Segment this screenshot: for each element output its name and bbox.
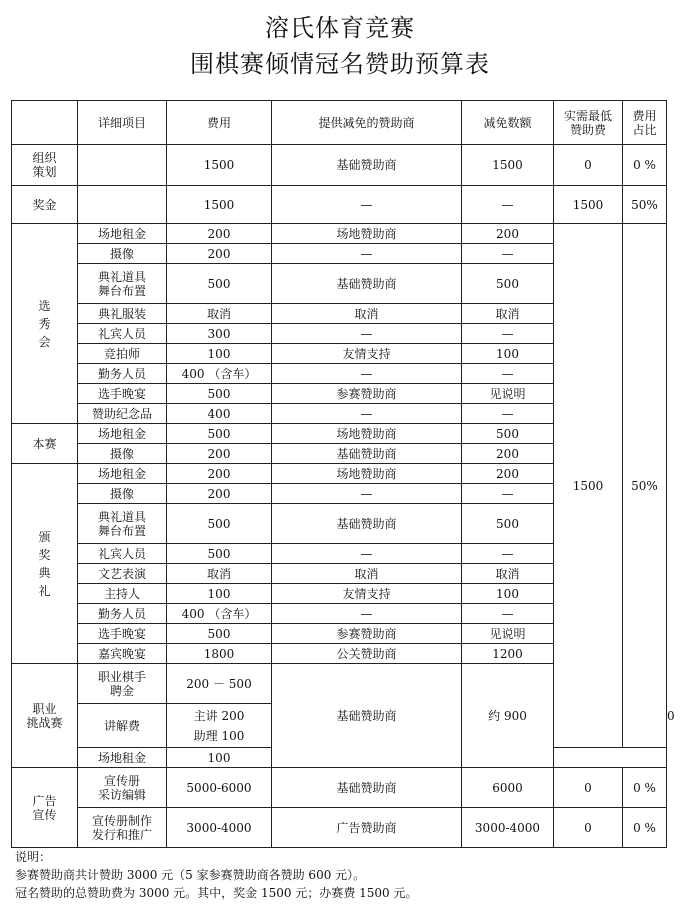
item-cell: 场地租金 [78, 224, 167, 244]
item-cell [78, 664, 167, 704]
table-row-ads [12, 768, 667, 808]
sponsor-cell: 基础赞助商 [272, 664, 462, 768]
cost-cell: 取消 [167, 304, 272, 324]
cost-line1: 主讲 200 [193, 708, 245, 723]
notes-line: 参赛赞助商共计赞助 3000 元（5 家参赛赞助商各赞助 600 元）。 [15, 868, 366, 882]
sponsor-cell: — [272, 544, 462, 564]
item-line2: 舞台布置 [97, 523, 146, 538]
sponsor-cell: 取消 [272, 564, 462, 584]
category-ceremony-char: 颁 [38, 529, 51, 544]
cost-cell: 取消 [167, 564, 272, 584]
item-cell [78, 768, 167, 808]
item-cell [78, 264, 167, 304]
header-percentage [623, 101, 667, 145]
pct-cell: 0 % [623, 808, 667, 848]
reduction-cell: 500 [462, 264, 554, 304]
header-pct-line2: 占比 [632, 122, 657, 137]
header-reduction: 减免数额 [462, 101, 554, 145]
item-cell: 赞助纪念品 [78, 404, 167, 424]
sponsor-cell: 场地赞助商 [272, 224, 462, 244]
table-row-ads [12, 808, 667, 848]
item-cell: 选手晚宴 [78, 624, 167, 644]
cost-cell: 100 [167, 748, 272, 768]
reduction-cell: 1500 [462, 145, 554, 186]
cost-cell: 200 [167, 464, 272, 484]
header-min-line1: 实需最低 [563, 108, 612, 123]
cost-cell: 1800 [167, 644, 272, 664]
cost-line2: 助理 100 [193, 728, 245, 743]
cost-cell: 500 [167, 504, 272, 544]
category-org-line2: 策划 [32, 165, 57, 179]
reduction-cell: 100 [462, 584, 554, 604]
item-cell [78, 145, 167, 186]
cost-cell: 200 [167, 244, 272, 264]
item-cell: 摄像 [78, 484, 167, 504]
budget-table [11, 100, 675, 848]
sponsor-cell: 参赛赞助商 [272, 624, 462, 644]
reduction-cell: 200 [462, 224, 554, 244]
reduction-cell: — [462, 364, 554, 384]
header-min-sponsorship [554, 101, 623, 145]
document-title: 溶氏体育竞赛 [265, 14, 415, 42]
header-sponsor: 提供减免的赞助商 [272, 101, 462, 145]
category-draft-char: 会 [38, 334, 51, 349]
item-line1: 典礼道具 [97, 269, 146, 284]
item-cell: 礼宾人员 [78, 544, 167, 564]
item-cell: 竞拍师 [78, 344, 167, 364]
notes-heading: 说明： [15, 850, 52, 864]
category-ceremony-char: 典 [38, 565, 51, 580]
sponsor-cell: — [272, 324, 462, 344]
cost-cell: 500 [167, 384, 272, 404]
cost-cell: 200 [167, 444, 272, 464]
header-category [12, 101, 78, 145]
cost-cell: 100 [167, 584, 272, 604]
cost-cell: 400 （含车） [167, 604, 272, 624]
sponsor-cell: — [272, 604, 462, 624]
reduction-cell: 200 [462, 444, 554, 464]
reduction-cell: — [462, 544, 554, 564]
reduction-cell: 1200 [462, 644, 554, 664]
category-ceremony-char: 礼 [38, 583, 51, 598]
table-row-prize [12, 186, 667, 224]
cost-cell: 100 [167, 344, 272, 364]
document-subtitle: 围棋赛倾情冠名赞助预算表 [190, 50, 490, 78]
item-line2: 舞台布置 [97, 283, 146, 298]
sponsor-cell: 基础赞助商 [272, 264, 462, 304]
cost-cell: 3000-4000 [167, 808, 272, 848]
category-pro-line2: 挑战赛 [26, 715, 63, 730]
item-cell: 文艺表演 [78, 564, 167, 584]
pct-cell: 50% [623, 186, 667, 224]
notes-line: 冠名赞助的总赞助费为 3000 元。其中，奖金 1500 元；办赛费 1500 元。 [15, 886, 418, 900]
reduction-cell: 见说明 [462, 384, 554, 404]
min-cell: 0 [554, 768, 623, 808]
sponsor-cell: 基础赞助商 [272, 504, 462, 544]
cost-cell: 1500 [167, 145, 272, 186]
pct-cell: 0 % [623, 768, 667, 808]
item-cell: 讲解费 [78, 704, 167, 748]
cost-cell: 500 [167, 624, 272, 644]
pct-cell: 0 % [623, 145, 667, 186]
reduction-cell: — [462, 324, 554, 344]
item-line2: 聘金 [109, 683, 134, 698]
sponsor-cell: 场地赞助商 [272, 464, 462, 484]
sponsor-cell: — [272, 244, 462, 264]
reduction-cell: — [462, 484, 554, 504]
item-cell: 场地租金 [78, 748, 167, 768]
category-org [12, 145, 78, 186]
reduction-cell: — [462, 186, 554, 224]
category-draft-char: 秀 [38, 316, 51, 331]
category-ads [12, 768, 78, 848]
item-cell: 勤务人员 [78, 364, 167, 384]
min-cell: 1500 [554, 186, 623, 224]
reduction-cell: 取消 [462, 304, 554, 324]
header-cost: 费用 [167, 101, 272, 145]
cost-cell: 1500 [167, 186, 272, 224]
sponsor-cell: — [272, 404, 462, 424]
item-cell: 场地租金 [78, 424, 167, 444]
cost-cell: 500 [167, 424, 272, 444]
cost-cell: 5000-6000 [167, 768, 272, 808]
sponsor-cell: — [272, 364, 462, 384]
category-draft [12, 224, 78, 424]
reduction-cell: 500 [462, 504, 554, 544]
sponsor-cell: — [272, 484, 462, 504]
table-row-pro: 职业 挑战赛 职业棋手 聘金 200 － 500 基础赞助商 约 900 0 [12, 664, 667, 704]
reduction-cell: — [462, 604, 554, 624]
reduction-cell: 500 [462, 424, 554, 444]
reduction-cell: 100 [462, 344, 554, 364]
sponsor-cell: 参赛赞助商 [272, 384, 462, 404]
sponsor-cell: 基础赞助商 [272, 768, 462, 808]
item-cell: 典礼服装 [78, 304, 167, 324]
item-line2: 发行和推广 [91, 827, 152, 842]
sponsor-cell: — [272, 186, 462, 224]
item-cell: 勤务人员 [78, 604, 167, 624]
header-min-line2: 赞助费 [569, 122, 606, 137]
reduction-cell: — [462, 244, 554, 264]
reduction-cell: 200 [462, 464, 554, 484]
merged-pct-cell: 50% [623, 224, 667, 748]
reduction-cell: 6000 [462, 768, 554, 808]
cost-cell: 300 [167, 324, 272, 344]
category-prize: 奖金 [12, 186, 78, 224]
item-cell: 摄像 [78, 444, 167, 464]
min-cell: 0 [554, 808, 623, 848]
item-cell: 选手晚宴 [78, 384, 167, 404]
item-cell [78, 808, 167, 848]
sponsor-cell: 广告赞助商 [272, 808, 462, 848]
table-header-row [12, 101, 667, 145]
sponsor-cell: 场地赞助商 [272, 424, 462, 444]
cost-cell [167, 704, 272, 748]
item-cell: 主持人 [78, 584, 167, 604]
category-pro [12, 664, 78, 768]
reduction-cell: 约 900 [462, 664, 554, 768]
category-ceremony [12, 464, 78, 664]
table-row-draft [12, 224, 667, 244]
header-pct-line1: 费用 [632, 108, 657, 123]
reduction-cell: 见说明 [462, 624, 554, 644]
cost-cell: 400 [167, 404, 272, 424]
category-draft-char: 选 [38, 298, 51, 313]
item-cell [78, 504, 167, 544]
item-cell: 礼宾人员 [78, 324, 167, 344]
item-line2: 采访编辑 [97, 787, 146, 802]
cost-cell: 500 [167, 544, 272, 564]
sponsor-cell: 基础赞助商 [272, 145, 462, 186]
item-cell [78, 186, 167, 224]
sponsor-cell: 取消 [272, 304, 462, 324]
merged-min-cell: 1500 [554, 224, 623, 748]
item-cell: 场地租金 [78, 464, 167, 484]
item-line1: 职业棋手 [97, 669, 146, 684]
item-line1: 宣传册 [103, 773, 140, 788]
reduction-cell: 3000-4000 [462, 808, 554, 848]
table-row-org [12, 145, 667, 186]
notes-section [15, 848, 418, 902]
cost-cell: 400 （含车） [167, 364, 272, 384]
cost-cell: 200 [167, 484, 272, 504]
category-ads-line2: 宣传 [32, 807, 57, 822]
sponsor-cell: 友情支持 [272, 344, 462, 364]
category-ceremony-char: 奖 [38, 547, 51, 562]
reduction-cell: 取消 [462, 564, 554, 584]
category-org-line1: 组织 [32, 151, 57, 165]
item-line1: 典礼道具 [97, 509, 146, 524]
sponsor-cell: 公关赞助商 [272, 644, 462, 664]
item-cell: 嘉宾晚宴 [78, 644, 167, 664]
item-cell: 摄像 [78, 244, 167, 264]
cost-cell: 200 － 500 [167, 664, 272, 704]
reduction-cell: — [462, 404, 554, 424]
sponsor-cell: 友情支持 [272, 584, 462, 604]
category-ads-line1: 广告 [32, 793, 57, 808]
category-main: 本赛 [12, 424, 78, 464]
cost-cell: 500 [167, 264, 272, 304]
item-line1: 宣传册制作 [91, 813, 152, 828]
header-item: 详细项目 [78, 101, 167, 145]
cost-cell: 200 [167, 224, 272, 244]
sponsor-cell: 基础赞助商 [272, 444, 462, 464]
category-pro-line1: 职业 [32, 701, 57, 716]
min-cell: 0 [554, 145, 623, 186]
